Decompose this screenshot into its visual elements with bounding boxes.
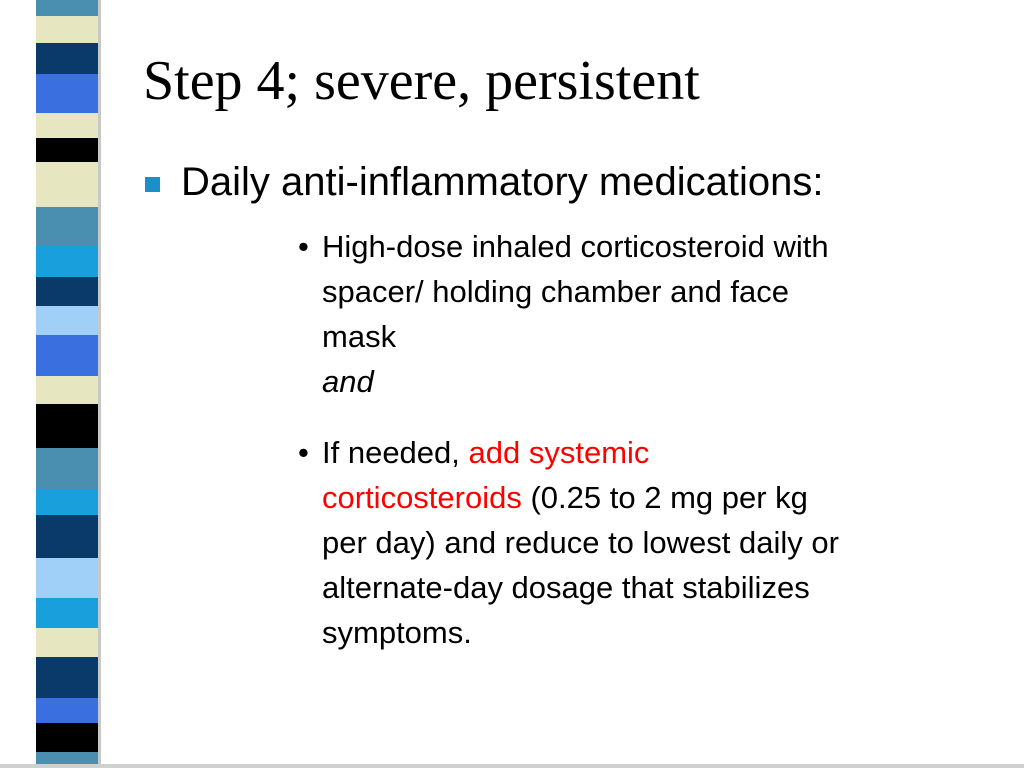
text-line: symptoms. xyxy=(322,615,472,650)
round-dot-bullet-icon: • xyxy=(298,229,309,264)
text-line: (0.25 to 2 mg per kg xyxy=(521,480,808,515)
stripe-segment xyxy=(36,376,98,403)
main-bullet-text: Daily anti-inflammatory medications: xyxy=(181,160,824,204)
stripe-segment xyxy=(36,43,98,74)
stripe-segment xyxy=(36,207,98,246)
filled-square-bullet-icon xyxy=(145,177,160,192)
text-line: High-dose inhaled corticosteroid with xyxy=(322,229,829,264)
stripe-segment xyxy=(36,113,98,138)
stripe-segment xyxy=(36,138,98,161)
stripe-segment xyxy=(36,404,98,449)
stripe-segment xyxy=(36,335,98,376)
conjunction-and: and xyxy=(322,364,374,399)
stripe-segment xyxy=(36,598,98,627)
sub-bullet-inhaled xyxy=(298,224,998,404)
text-line: spacer/ holding chamber and face xyxy=(322,274,790,309)
stripe-segment xyxy=(36,74,98,113)
stripe-shadow xyxy=(98,0,101,768)
text-line: alternate-day dosage that stabilizes xyxy=(322,570,810,605)
highlighted-text: add systemic xyxy=(468,435,650,470)
round-dot-bullet-icon: • xyxy=(298,435,309,470)
stripe-segment xyxy=(36,489,98,514)
sub-bullet-systemic xyxy=(298,430,998,655)
text-line: per day) and reduce to lowest daily or xyxy=(322,525,839,560)
stripe-segment xyxy=(36,448,98,489)
stripe-segment xyxy=(36,657,98,698)
stripe-segment xyxy=(36,16,98,43)
sub-bullet-text xyxy=(322,430,998,655)
highlighted-text: corticosteroids xyxy=(322,480,522,515)
stripe-segment xyxy=(36,277,98,306)
stripe-segment xyxy=(36,698,98,723)
text-line: mask xyxy=(322,319,397,354)
stripe-segment xyxy=(36,246,98,277)
sub-bullet-text xyxy=(322,224,998,404)
stripe-segment xyxy=(36,0,98,16)
bottom-rule xyxy=(0,764,1024,768)
stripe-segment xyxy=(36,162,98,207)
decorative-color-stripe xyxy=(36,0,98,768)
slide-title: Step 4; severe, persistent xyxy=(143,50,700,112)
text-prefix: If needed, xyxy=(322,435,469,470)
stripe-segment xyxy=(36,628,98,657)
stripe-segment xyxy=(36,306,98,335)
stripe-segment xyxy=(36,515,98,558)
stripe-segment xyxy=(36,723,98,752)
stripe-segment xyxy=(36,558,98,599)
